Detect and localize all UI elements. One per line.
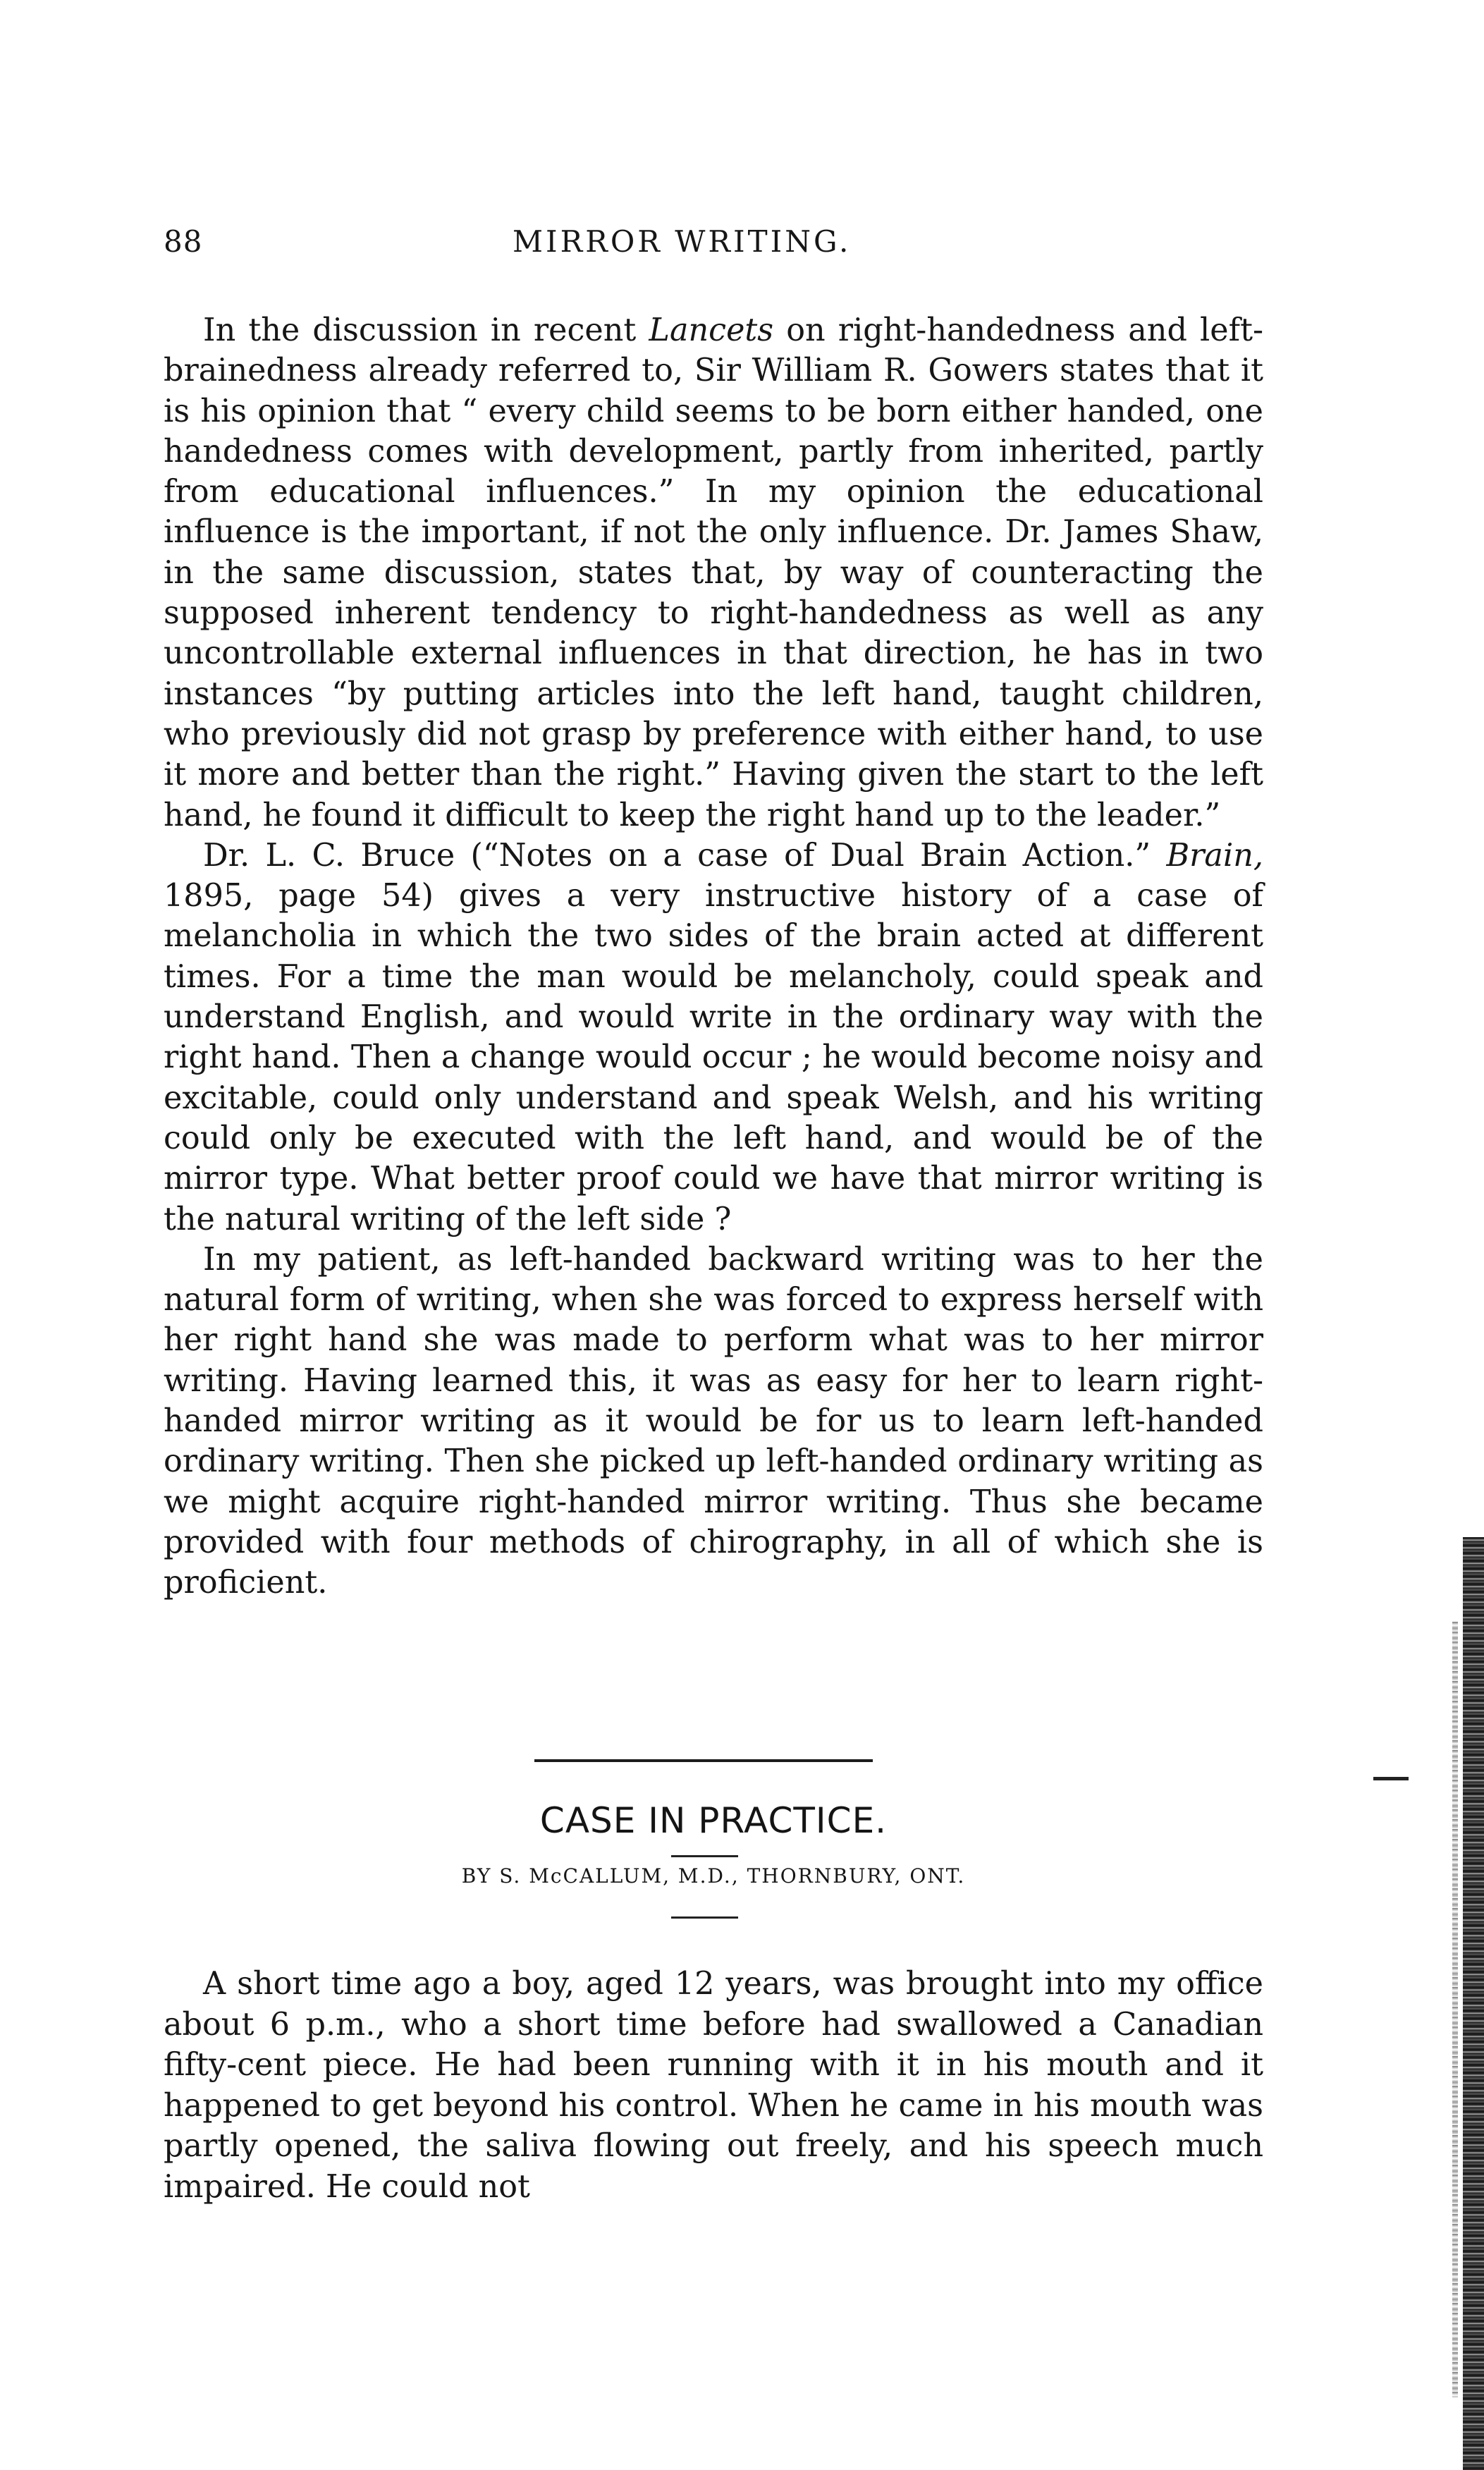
text-run: on right-handedness and left-brainedness already referred to, Sir William R. Gowers states that it is his opinion that “ every child seems to be born either handed, one handedness comes with development, partly from inherited, partly from educational influences.” In my opinion the educational influence is the important, if not the only influence. Dr. James Shaw, in the same discussion, states that, by way of counteracting the supposed inherent tendency to right-handedness as well as any uncontrollable external influences in that direction, he has in two instances “by putting articles into the left hand, taught children, who previously did not grasp by preference with either hand, to use it more and better than the right.” Having given the start to the left hand, he found it difficult to keep the right hand up to the leader.”	[164, 312, 1263, 833]
page-number: 88	[164, 224, 203, 259]
article-body	[164, 310, 1263, 1603]
case-body	[164, 1964, 1263, 2208]
text-run: In the discussion in recent	[203, 312, 649, 348]
author-byline: BY S. McCALLUM, M.D., THORNBURY, ONT.	[461, 1864, 966, 1888]
text-run: 1895, page 54) gives a very instructive history of a case of melancholia in which the two sides of the brain acted at different times. For a time the man would be melancholy, could speak and understand English, and would write in the ordinary way with the right hand. Then a change would occur ; he would become noisy and excitable, could only understand and speak Welsh, and his writing could only be executed with the left hand, and would be of the mirror type. What better proof could we have that mirror writing is the natural writing of the left side ?	[164, 878, 1263, 1237]
section-title: CASE IN PRACTICE.	[539, 1800, 888, 1841]
paragraph-lancets	[164, 310, 1263, 836]
margin-mark	[1373, 1777, 1409, 1780]
italic-run: Lancets	[649, 312, 774, 348]
running-title: MIRROR WRITING.	[513, 224, 852, 259]
section-divider	[534, 1759, 873, 1762]
text-run: Dr. L. C. Bruce (“Notes on a case of Dual Brain Action.”	[203, 837, 1167, 874]
italic-run: Brain,	[1166, 837, 1263, 874]
page-edge-shadow	[1452, 1622, 1458, 2397]
running-head	[164, 224, 1263, 274]
text-run: In my patient, as left-handed backward writing was to her the natural form of writing, when she was forced to express herself with her right hand she was made to perform what was to her mirror writing. Having learned this, it was as easy for her to learn right-handed mirror writing as it would be for us to learn left-handed ordinary writing. Then she picked up left-handed ordinary writing as we might acquire right-handed mirror writing. Thus she became provided with four methods of chirography, in all of which she is proficient.	[164, 1241, 1263, 1601]
byline-underline	[671, 1916, 738, 1919]
binding-edge	[1463, 1537, 1484, 2470]
paragraph-case: A short time ago a boy, aged 12 years, was brought into my office about 6 p.m., who a short time before had swallowed a Canadian fifty-cent piece. He had been running with it in his mouth and it happened to get beyond his control. When he came in his mouth was partly opened, the saliva flowing out freely, and his speech much impaired. He could not	[164, 1966, 1263, 2205]
paragraph-patient	[164, 1240, 1263, 1603]
paragraph-bruce	[164, 836, 1263, 1240]
title-underline	[671, 1855, 738, 1857]
